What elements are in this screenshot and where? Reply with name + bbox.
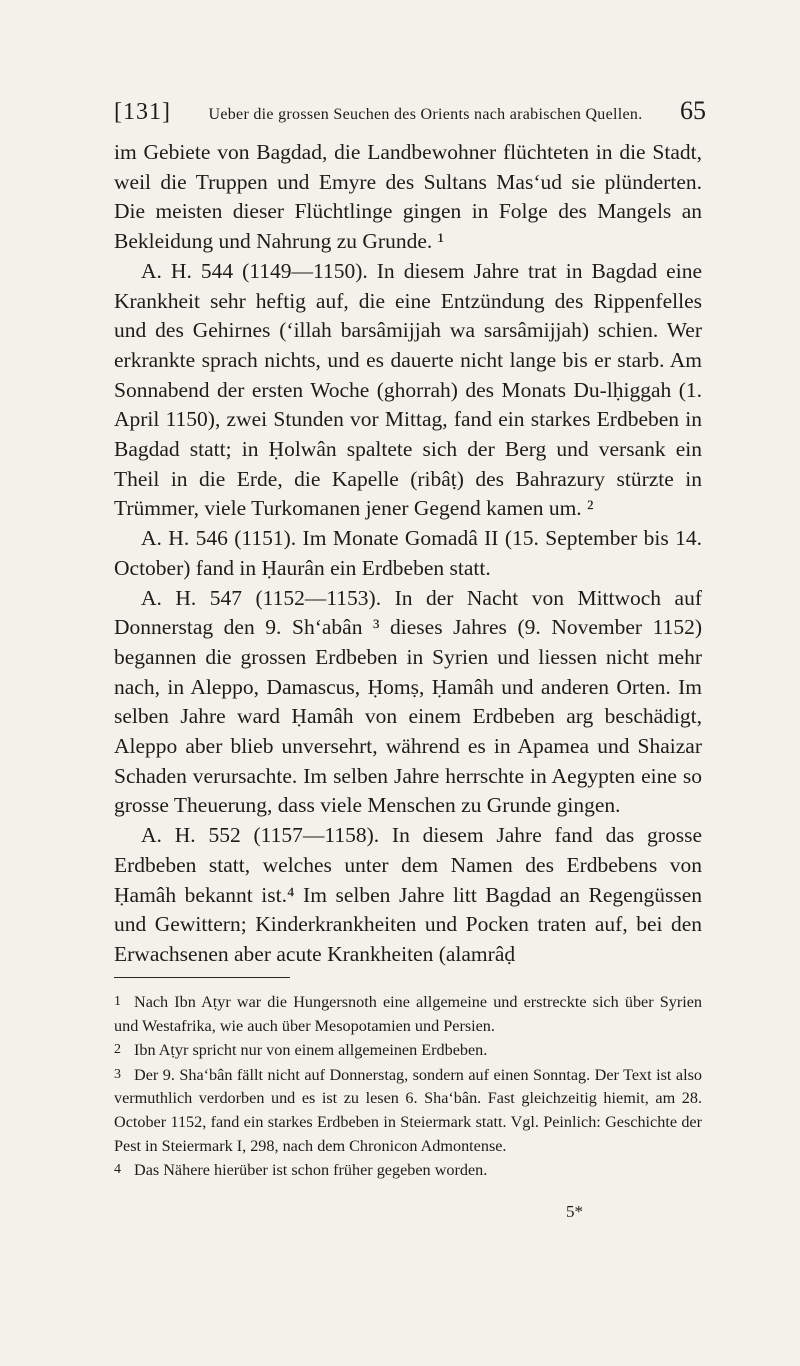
footnote-marker: 2 — [114, 1042, 121, 1058]
main-text — [114, 138, 702, 970]
printer-signature: 5* — [566, 1202, 583, 1221]
footnote-text: Nach Ibn Aṭyr war die Hungersnoth eine allgemeine und erstreckte sich über Syrien und Westafrika, wie auch über Mesopotamien und Persien. — [114, 993, 702, 1035]
footnote-2 — [114, 1038, 702, 1063]
section-number: [131] — [114, 99, 171, 125]
paragraph-ah-546: A. H. 546 (1151). Im Monate Gomadâ II (15. September bis 14. October) fand in Ḥaurân ein Erdbeben statt. — [114, 526, 702, 580]
footnote-text: Das Nähere hierüber ist schon früher gegeben worden. — [134, 1161, 488, 1180]
footnote-marker: 4 — [114, 1162, 121, 1178]
footnote-marker: 1 — [114, 994, 121, 1009]
paragraph-ah-547: A. H. 547 (1152—1153). In der Nacht von Mittwoch auf Donnerstag den 9. Sh‘abân ³ dieses Jahres (9. November 1152) begannen die grossen Erdbeben in Syrien und liessen nicht mehr nach, in Aleppo, Damascus, Ḥomṣ, Ḥamâh und anderen Orten. Im selben Jahre ward Ḥamâh von einem Erdbeben arg beschädigt, Aleppo aber blieb unversehrt, während es in Apamea und Shaizar Schaden verursachte. Im selben Jahre herrschte in Aegypten eine so grosse Theuerung, dass viele Menschen zu Grunde gingen. — [114, 585, 702, 818]
footnote-4 — [114, 1158, 702, 1183]
footnote-1 — [114, 990, 702, 1038]
running-head — [114, 96, 706, 130]
paragraph-continuation: im Gebiete von Bagdad, die Landbewohner flüchteten in die Stadt, weil die Truppen und Emyre des Sultans Mas‘ud sie plünderten. Die meisten dieser Flüchtlinge gingen in Folge des Mangels an Bekleidung und Nahrung zu Grunde. ¹ — [114, 140, 702, 254]
footnotes — [114, 990, 702, 1183]
running-title: Ueber die grossen Seuchen des Orients nach arabischen Quellen. — [208, 106, 643, 123]
paragraph-ah-544: A. H. 544 (1149—1150). In diesem Jahre trat in Bagdad eine Krankheit sehr heftig auf, die eine Entzündung des Rippenfelles und des Gehirnes (‘illah barsâmijjah wa sarsâmijjah) schien. Wer erkrankte sprach nichts, und es dauerte nicht lange bis er starb. Am Sonnabend der ersten Woche (ghorrah) des Monats Du-lḥiggah (1. April 1150), zwei Stunden vor Mittag, fand ein starkes Erdbeben in Bagdad statt; in Ḥolwân spaltete sich der Berg und versank ein Theil in die Erde, die Kapelle (ribâṭ) des Bahrazury stürzte in Trümmer, viele Turkomanen jener Gegend kamen um. ² — [114, 258, 702, 521]
footnote-3 — [114, 1063, 702, 1158]
paragraph-ah-552: A. H. 552 (1157—1158). In diesem Jahre fand das grosse Erdbeben statt, welches unter dem Namen des Erdbebens von Ḥamâh bekannt ist.⁴ Im selben Jahre litt Bagdad an Regengüssen und Gewittern; Kinderkrankheiten und Pocken traten auf, bei den Erwachsenen aber acute Krankheiten (alamrâḍ — [114, 823, 702, 966]
footnote-text: Der 9. Sha‘bân fällt nicht auf Donnerstag, sondern auf einen Sonntag. Der Text ist also vermuthlich verdorben und es ist zu lesen 6. Sha‘bân. Fast gleichzeitig hiemit, am 28. October 1152, fand ein starkes Erdbeben in Steiermark statt. Vgl. Peinlich: Geschichte der Pest in Steiermark I, 298, nach dem Chronicon Admontense. — [114, 1065, 702, 1155]
footnote-divider — [114, 977, 290, 978]
footnote-text: Ibn Aṭyr spricht nur von einem allgemeinen Erdbeben. — [134, 1041, 488, 1060]
footnote-marker: 3 — [114, 1066, 121, 1082]
page-number: 65 — [680, 96, 706, 125]
